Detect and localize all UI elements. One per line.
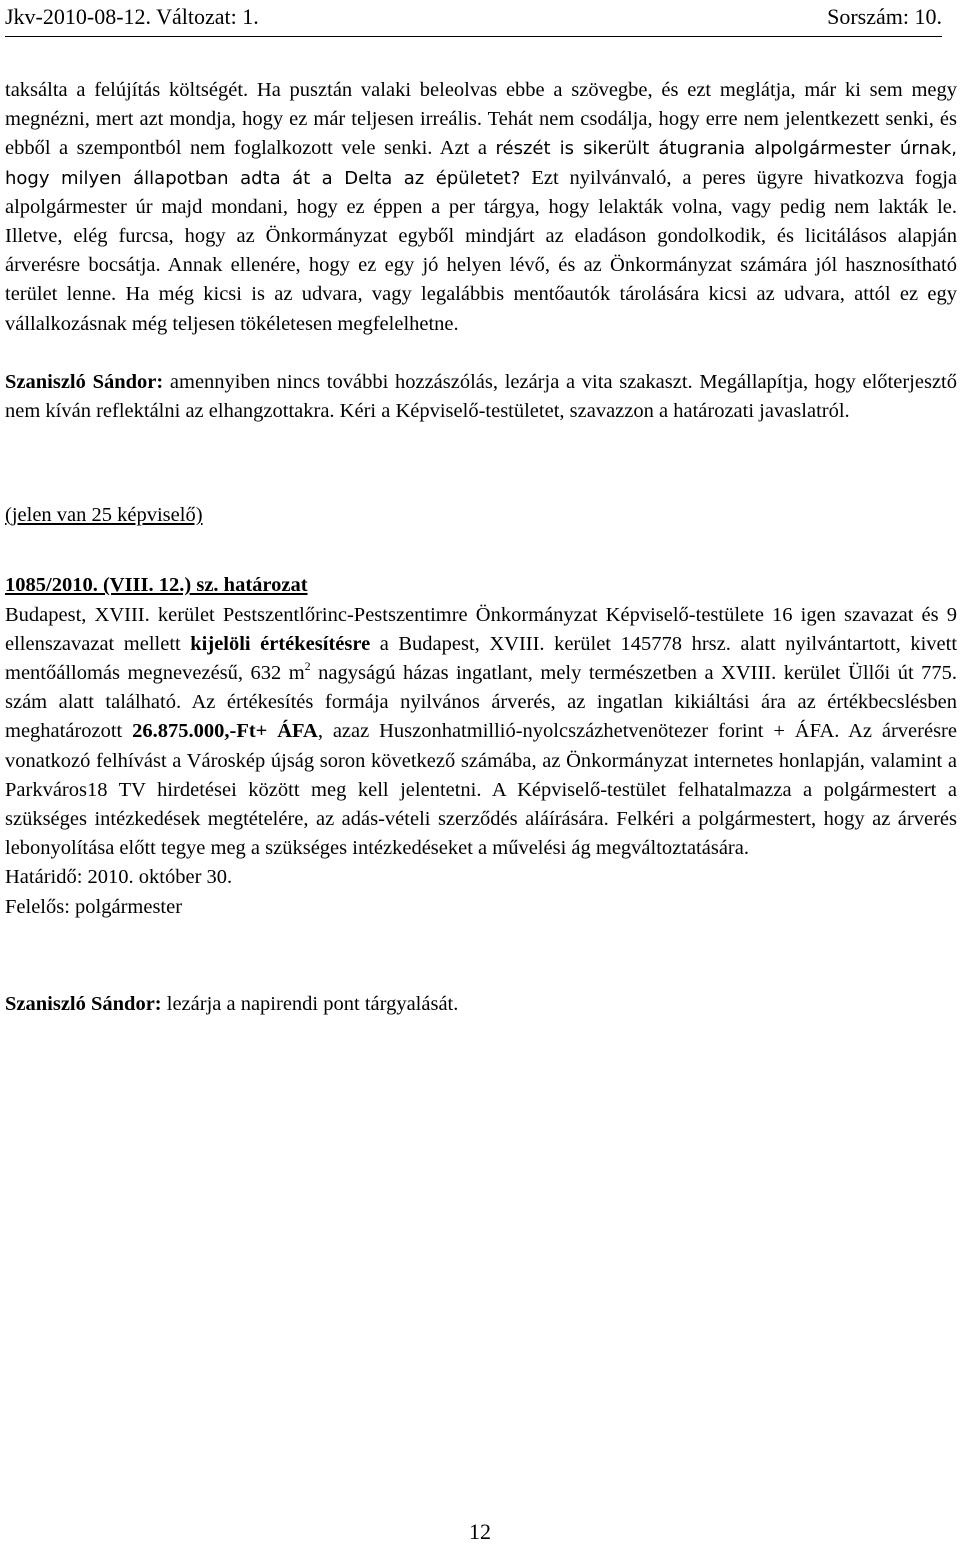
paragraph-discussion <box>5 76 957 339</box>
serial-number: Sorszám: 10. <box>827 4 942 29</box>
superscript: 2 <box>304 659 311 674</box>
closing-statement: lezárja a napirendi pont tárgyalását. <box>161 992 459 1015</box>
resolution-price: 26.875.000,-Ft+ ÁFA <box>132 720 318 743</box>
attendance-note: (jelen van 25 képviselő) <box>5 504 203 527</box>
closing-speaker: Szaniszló Sándor: <box>5 992 162 1015</box>
closing-paragraph <box>5 990 957 1019</box>
page-number: 12 <box>469 1519 491 1544</box>
paragraph-text-4: Illetve, elég furcsa, hogy az Önkormányzat egyből mindjárt az eladáson gondolkodik, és licitálásos alapján árverésre bocsátja. <box>5 225 957 277</box>
paragraph-text-2: részét is sikerült átugrania alpolgármester úrnak, hogy milyen állapotban adta át a Delta az épületet? <box>5 138 957 189</box>
paragraph-text-3: Ezt nyilvánvaló, a peres ügyre hivatkozva fogja alpolgármester úr majd mondani, hogy ez éppen a per tárgya, hogy lelakták volna, vagy pedig nem lakták le. <box>5 166 957 218</box>
chair-statement: amennyiben nincs további hozzászólás, lezárja a vita szakaszt. Megállapítja, hogy előterjesztő nem kíván reflektálni az elhangzottakra. Kéri a Képviselő-testületet, szavazzon a határozati javaslatról. <box>5 370 957 423</box>
resolution-deadline: Határidő: 2010. október 30. <box>5 866 233 889</box>
paragraph-text-6: Ha még kicsi is az udvara, vagy legalábbis mentőautók tárolására kicsi az udvara, attól ez egy vállalkozásnak még teljesen tökéletesen megfelelhetne. <box>5 283 957 335</box>
paragraph-text-5: Annak ellenére, hogy ez egy jó helyen lévő, és az Önkormányzat számára jól hasznosítható terület lenne. <box>5 254 957 306</box>
page-header <box>5 0 942 37</box>
resolution-decision: kijelöli értékesítésre <box>190 632 371 655</box>
resolution-responsible: Felelős: polgármester <box>5 895 183 918</box>
paragraph-text-1: taksálta a felújítás költségét. Ha pusztán valaki beleolvas ebbe a szövegbe, és ezt meglátja, már ki sem megy megnézni, mert azt mondja, hogy ez már teljesen irreális. Tehát nem csodálja, hogy erre nem jelentkezett senki, és ebből a szempontból nem foglalkozott vele senki. Azt a <box>5 79 957 160</box>
paragraph-chair <box>5 368 957 426</box>
document-body <box>5 76 957 1019</box>
document-id: Jkv-2010-08-12. Változat: 1. <box>5 4 259 29</box>
speaker-name: Szaniszló Sándor: <box>5 370 164 393</box>
resolution-title: 1085/2010. (VIII. 12.) sz. határozat <box>5 574 308 597</box>
resolution-body: Budapest, XVIII. kerület Pestszentlőrinc-Pestszentimre Önkormányzat Képviselő-testülete 16 igen szavazat és 9 ellenszavazat mellett kijelöli értékesítésre a Budapest, XVIII. kerület 145778 hrsz. alatt nyilvántartott, kivett mentőállomás megnevezésű, 632 $m^2$ nagyságú házas ingatlant, mely természetben a XVIII. kerület Üllői út 775. szám alatt található. Az értékesítés formája nyilvános árverés, az ingatlan kikiáltási ára az értékbecslésben meghatározott 26.875.000,-Ft+ ÁFA, azaz Huszonhatmillió-nyolcszázhetvenötezer forint + ÁFA. Az árverésre vonatkozó felhívást a Városkép újság soron következő számába, az Önkormányzat internetes honlapján, valamint a Parkváros18 TV hirdetései között meg kell jelentetni. A Képviselő-testület felhatalmazza a polgármestert a szükséges intézkedések megtételére, az adás-vételi szerződés aláírására. Felkéri a polgármestert, hogy az árverés lebonyolítása előtt tegye meg a szükséges intézkedéseket a művelési ág megváltoztatására. <box>5 603 958 860</box>
